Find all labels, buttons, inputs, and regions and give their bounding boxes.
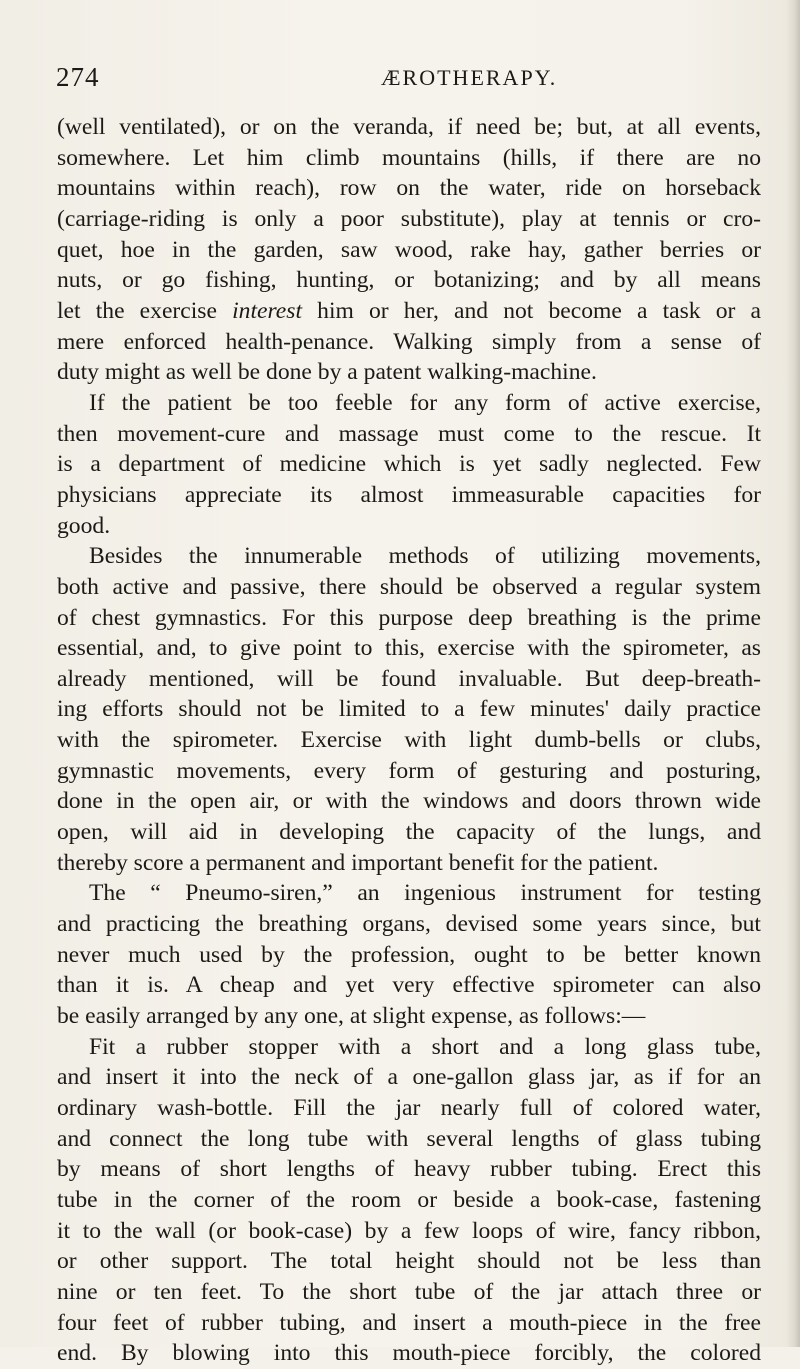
text-line: open, will aid in developing the capacity of the lungs, and	[57, 819, 761, 846]
running-title: ÆROTHERAPY.	[381, 65, 558, 90]
text-line: The “ Pneumo-siren,” an ingenious instrument for testing	[89, 880, 761, 907]
text-line: is a department of medicine which is yet sadly neglected. Few	[57, 451, 761, 478]
emphasized-word: interest	[232, 297, 303, 324]
text-line: and insert it into the neck of a one-gallon glass jar, as if for an	[57, 1064, 761, 1091]
body-text	[57, 112, 761, 1369]
text-line: (well ventilated), or on the veranda, if need be; but, at all events,	[57, 114, 761, 140]
text-line: never much used by the profession, ought to be better known	[57, 941, 761, 968]
text-line: somewhere. Let him climb mountains (hills, if there are no	[57, 144, 761, 171]
text-line: than it is. A cheap and yet very effective spirometer can also	[57, 972, 761, 999]
text-line	[57, 296, 761, 327]
text-line: four feet of rubber tubing, and insert a mouth-piece in the free	[57, 1309, 761, 1336]
text-line: both active and passive, there should be observed a regular system	[57, 573, 761, 600]
text-line: nine or ten feet. To the short tube of the jar attach three or	[57, 1278, 761, 1305]
text-line: it to the wall (or book-case) by a few loops of wire, fancy ribbon,	[57, 1217, 761, 1244]
text-segment: let the exercise	[57, 297, 233, 324]
text-line: duty might as well be done by a patent walking-machine.	[57, 359, 597, 386]
text-line: already mentioned, will be found invaluable. But deep-breath-	[57, 665, 761, 692]
text-line: or other support. The total height should not be less than	[57, 1248, 761, 1275]
text-line: by means of short lengths of heavy rubber tubing. Erect this	[57, 1156, 761, 1183]
text-line: with the spirometer. Exercise with light dumb-bells or clubs,	[57, 727, 761, 754]
text-line: (carriage-riding is only a poor substitute), play at tennis or cro-	[57, 205, 761, 232]
page-edge-shadow	[786, 0, 800, 1347]
text-line: nuts, or go fishing, hunting, or botanizing; and by all means	[57, 267, 761, 294]
text-line: quet, hoe in the garden, saw wood, rake hay, gather berries or	[57, 236, 761, 263]
text-line: physicians appreciate its almost immeasurable capacities for	[57, 481, 761, 508]
text-line: mere enforced health-penance. Walking simply from a sense of	[57, 328, 761, 355]
text-line: ing efforts should not be limited to a few minutes' daily practice	[57, 696, 761, 723]
text-line: Besides the innumerable methods of utilizing movements,	[89, 543, 761, 570]
text-line: and practicing the breathing organs, devised some years since, but	[57, 911, 761, 938]
text-line: done in the open air, or with the windows and doors thrown wide	[57, 788, 761, 815]
text-line: be easily arranged by any one, at slight expense, as follows:—	[57, 1003, 646, 1030]
text-segment: him or her, and not become a task or a	[302, 297, 761, 324]
text-line: end. By blowing into this mouth-piece forcibly, the colored	[57, 1340, 761, 1367]
text-line: tube in the corner of the room or beside a book-case, fastening	[57, 1186, 761, 1213]
text-line: ordinary wash-bottle. Fill the jar nearly full of colored water,	[57, 1095, 761, 1121]
text-line: Fit a rubber stopper with a short and a long glass tube,	[89, 1033, 761, 1060]
text-line: and connect the long tube with several lengths of glass tubing	[57, 1125, 761, 1152]
text-line: gymnastic movements, every form of gesturing and posturing,	[57, 757, 761, 784]
text-line: mountains within reach), row on the water, ride on horseback	[57, 175, 761, 202]
page-number: 274	[56, 62, 100, 92]
text-line: of chest gymnastics. For this purpose deep breathing is the prime	[57, 604, 761, 631]
text-line: good.	[57, 512, 111, 539]
text-line: If the patient be too feeble for any form of active exercise,	[89, 389, 761, 416]
text-line: thereby score a permanent and important benefit for the patient.	[57, 849, 659, 876]
text-line: essential, and, to give point to this, exercise with the spirometer, as	[57, 635, 761, 662]
running-head	[56, 62, 761, 102]
text-line: then movement-cure and massage must come to the rescue. It	[57, 420, 761, 447]
